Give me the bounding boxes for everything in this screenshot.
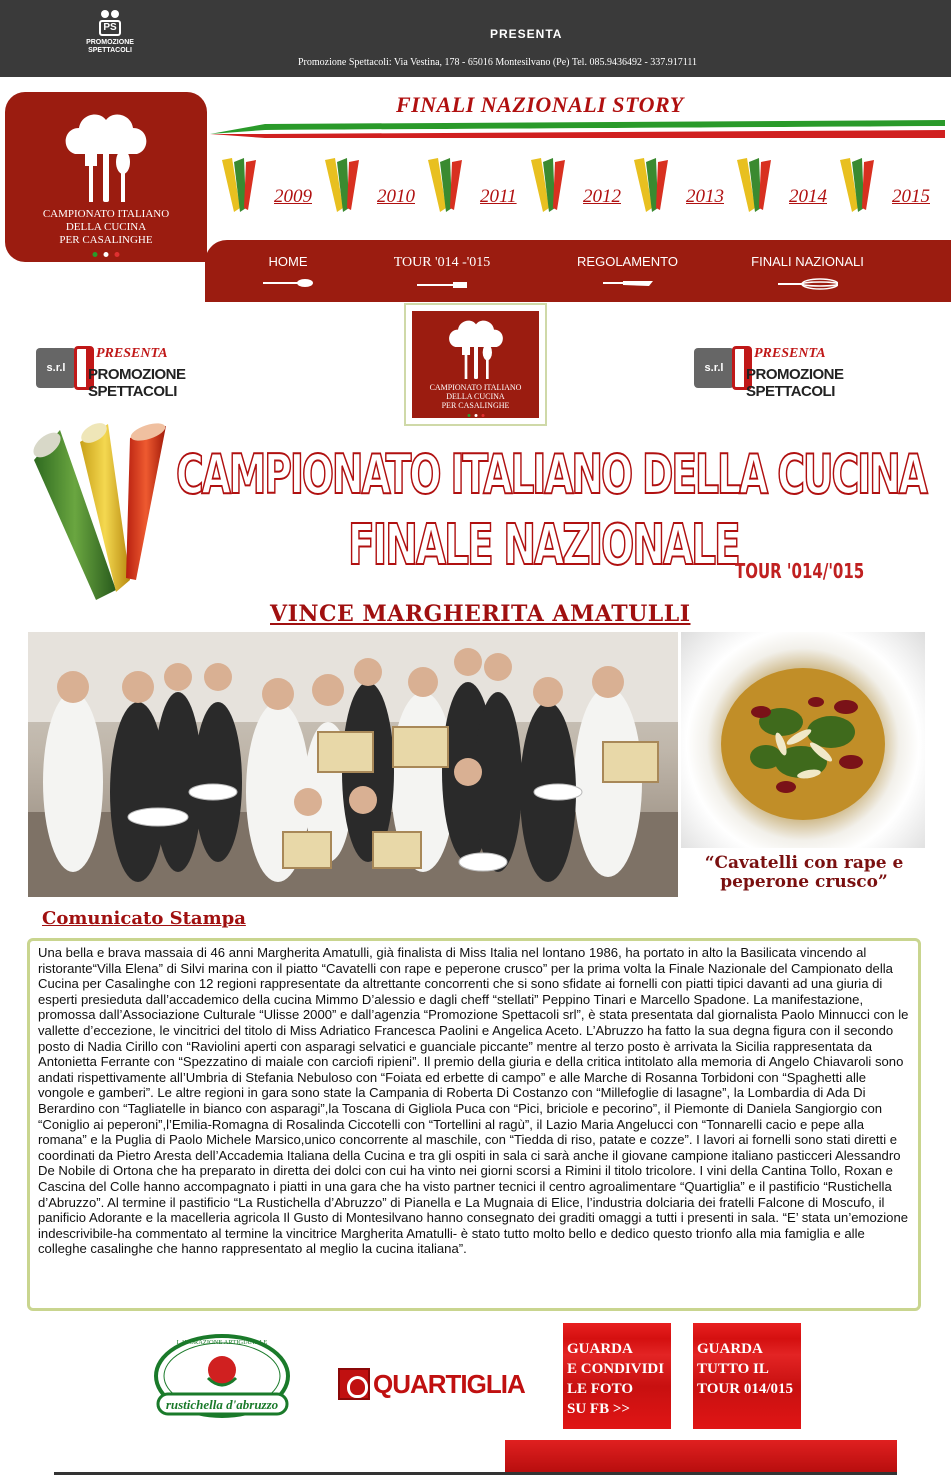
promozione-spettacoli-logo[interactable] — [70, 10, 150, 70]
penne-icon — [733, 156, 783, 214]
promozione-spettacoli-badge-right[interactable] — [694, 340, 914, 400]
winning-dish-photo — [681, 632, 925, 848]
nav-home-label: HOME — [268, 254, 308, 269]
penne-icon — [630, 156, 680, 214]
dish-caption: “Cavatelli con rape e peperone crusco” — [704, 853, 904, 892]
ps-badge: PS — [99, 20, 121, 36]
brand-line-2: DELLA CUCINA — [65, 221, 147, 233]
center-logo-inner — [412, 311, 539, 418]
penne-icon — [321, 156, 371, 214]
winner-headline: VINCE MARGHERITA AMATULLI — [270, 601, 691, 627]
center-brand-logo[interactable] — [404, 303, 547, 426]
whisk-icon — [778, 278, 838, 290]
badge-srl: s.r.l — [36, 348, 76, 388]
years-strip — [218, 150, 951, 220]
dish-illustration — [681, 632, 925, 848]
dot-green — [93, 252, 98, 257]
rustichella-logo[interactable] — [150, 1330, 295, 1425]
penne-icon — [527, 156, 577, 214]
year-label: 2014 — [789, 186, 827, 207]
camera-reels-icon — [101, 10, 119, 18]
tour-tag: TOUR '014/'015 — [735, 559, 865, 583]
badge-name: PROMOZIONE SPETTACOLI — [88, 366, 186, 400]
knife-icon — [603, 278, 653, 288]
address-line: Promozione Spettacoli: Via Vestina, 178 - 65016 Montesilvano (Pe) Tel. 085.9436492 - 337.917111 — [298, 57, 698, 68]
tour-button[interactable] — [693, 1323, 801, 1429]
year-label: 2013 — [686, 186, 724, 207]
badge-name: PROMOZIONE SPETTACOLI — [746, 366, 844, 400]
fb-photos-button[interactable] — [563, 1323, 671, 1429]
badge-presenta: PRESENTA — [96, 346, 168, 361]
rustichella-top-text: LAVORAZIONE ARTIGIANALE — [176, 1339, 268, 1346]
group-photo-illustration — [28, 632, 678, 897]
quartiglia-logo[interactable] — [338, 1366, 525, 1402]
brand-line-3: PER CASALINGHE — [441, 401, 510, 410]
year-link[interactable] — [218, 150, 321, 220]
penne-icon — [836, 156, 886, 214]
chef-hat-utensils-icon — [446, 317, 506, 381]
tour-button-line: GUARDA — [697, 1341, 763, 1357]
penne-pasta-illustration — [20, 420, 195, 605]
tour-button-line: TUTTO IL — [697, 1361, 769, 1377]
headline-line-2: FINALE NAZIONALE — [348, 513, 739, 578]
nav-finali-label: FINALI NAZIONALI — [751, 254, 864, 269]
year-link[interactable] — [836, 150, 939, 220]
penne-icon — [424, 156, 474, 214]
center-brand-text — [412, 383, 539, 410]
badge-presenta: PRESENTA — [754, 346, 826, 361]
spoon-icon — [263, 278, 313, 288]
nav-tour-label: TOUR '014 -'015 — [393, 255, 491, 270]
penne-icon — [218, 156, 268, 214]
chef-hat-utensils-icon — [61, 110, 151, 204]
year-link[interactable] — [527, 150, 630, 220]
year-link[interactable] — [733, 150, 836, 220]
brand-line-1: CAMPIONATO ITALIANO — [429, 383, 522, 392]
fb-button-line: E CONDIVIDI — [567, 1361, 665, 1377]
press-release-text: Una bella e brava massaia di 46 anni Margherita Amatulli, già finalista di Miss Italia nel lontano 1986, ha portato in alto la Basilicata vincendo al ristorante“Villa Elena” di Silvi marina con il piatto “Cavatelli con rape e peperone crusco” per la prima volta la Finale Nazionale del Campionato della Cucina per Casalinghe con 12 regioni rappresentate da altrettante concorrenti che si sono sfidate ai fornelli con piatti tipici davanti ad una giuria di esperti presieduta dall’accademico della cucina Mimmo D’alessio e dagli cheff “stellati” Peppino Tinari e Marcello Spadone. La manifestazione, promossa dall’Associazione Culturale “Ulisse 2000” e dall’agenzia “Promozione Spettacoli srl”, è stata presentata dal giornalista Paolo Minnucci con le vallette d’eccezione, le vincitrici del titolo di Miss Adriatico Francesca Paolini e Angelica Aceto. L’Abruzzo ha fatto la sua degna figura con il secondo posto di Nadia Cirillo con “Raviolini aperti con asparagi selvatici e guanciale piccante” mentre al terzo posto è arrivata la Sicilia rappresentata da Antonietta Ferrante con “Spezzatino di maiale con carciofi ripieni”. Il premio della giuria e della critica intitolato alla memoria di Angelo Chiavaroli sono andati rispettivamente all’Umbria di Stefania Nebuloso con “Foiata ed erbette di campo” e alle Marche di Rosanna Torbidoni con “Spaghetti alle vongole e gamberi”. Le altre regioni in gara sono state la Campania di Roberta Di Costanzo con “Millefoglie di lasagne”, la Lombardia di Ada Di Berardino con “Tagliatelle in bianco con asparagi”,la Toscana di Gigliola Puca con “Pici, briciole e pecorino”, il Piemonte di Daniela Sangiorgio con “Coniglio ai peperoni”,l’Emilia-Romagna di Rosalinda Ciccotelli con “Tortellini al ragù”, il Lazio Maria Angelucci con “Tonnarelli cacio e pepe alla romana” e la Puglia di Paolo Michele Marsico,unico concorrente al maschile, con “Tiedda di riso, patate e cozze”. I lavori ai fornelli sono stati diretti e coordinati da Pietro Aresta dell’Accademia Italiana della Cucina e tra gli ospiti in sala ci sarà anche il giovane campione italiano pasticceri Alessandro De Nobile di Ortona che ha preparato in diretta dei dolci con cui ha vinto nei giorni scorsi a Rimini il titolo tricolore. I vini della Cantina Tollo, Roxan e Cascina del Colle hanno accompagnato i piatti in una gara che ha visto partner tecnici il centro agroalimentare “Quartiglia” e il pastificio “Rustichella d’Abruzzo”. Al termine il pastificio “La Rustichella d’Abruzzo” di Pianella e La Mugnaia di Elice, l’industria dolciaria dei fratelli Falcone di Moscufo, il panificio Adorante e la macelleria agricola Il Gusto di Montesilvano hanno consegnato dei graditi omaggi a tutti i presenti in sala. “E’ stata un’emozione indescrivibile-ha commentato al termine la vincitrice Margherita Amatulli- è stato tutto molto bello e dedico questo trionfo alla mia famiglia e alle colleghe casalinghe che hanno rappresentato al meglio la cucina italiana”. — [38, 945, 909, 1257]
brand-line-1: CAMPIONATO ITALIANO — [42, 208, 170, 220]
brand-logo-box[interactable] — [5, 92, 207, 262]
apple-icon — [338, 1368, 370, 1400]
year-link[interactable] — [424, 150, 527, 220]
year-link[interactable] — [630, 150, 733, 220]
tricolor-dots — [93, 252, 120, 257]
nav-regolamento-label: REGOLAMENTO — [577, 254, 678, 269]
dot-red — [115, 252, 120, 257]
year-label: 2015 — [892, 186, 930, 207]
winners-group-photo — [28, 632, 678, 897]
main-nav — [205, 240, 951, 302]
dot-red — [481, 414, 484, 417]
year-label: 2012 — [583, 186, 621, 207]
brand-line-2: DELLA CUCINA — [446, 392, 505, 401]
press-release-heading: Comunicato Stampa — [42, 908, 246, 929]
fb-button-line: SU FB >> — [567, 1401, 630, 1417]
dot-white — [104, 252, 109, 257]
year-label: 2011 — [480, 186, 517, 207]
top-bar — [0, 0, 951, 77]
badge-srl: s.r.l — [694, 348, 734, 388]
presenta-label: PRESENTA — [490, 27, 563, 41]
fork-icon — [417, 280, 467, 290]
year-label: 2010 — [377, 186, 415, 207]
dot-green — [467, 414, 470, 417]
tricolor-swoosh-decoration — [205, 116, 951, 146]
nav-regolamento[interactable] — [570, 254, 685, 288]
nav-home[interactable] — [258, 254, 318, 288]
dot-white — [474, 414, 477, 417]
nav-tour[interactable] — [377, 254, 507, 290]
press-release-box — [27, 938, 921, 1311]
year-label: 2009 — [274, 186, 312, 207]
quartiglia-text: QUARTIGLIA — [373, 1368, 525, 1399]
brand-line-3: PER CASALINGHE — [59, 234, 153, 246]
bottom-red-band — [505, 1440, 897, 1475]
tour-button-line: TOUR 014/015 — [697, 1381, 793, 1397]
logo-text: PROMOZIONE SPETTACOLI — [86, 39, 134, 54]
fb-button-line: LE FOTO — [567, 1381, 633, 1397]
story-title: FINALI NAZIONALI STORY — [396, 92, 684, 117]
nav-finali[interactable] — [740, 254, 875, 290]
brand-text — [5, 208, 207, 247]
tricolor-dots — [467, 414, 484, 417]
fb-button-line: GUARDA — [567, 1341, 633, 1357]
year-link[interactable] — [321, 150, 424, 220]
promozione-spettacoli-badge-left[interactable] — [36, 340, 256, 400]
rustichella-name: rustichella d'abruzzo — [165, 1397, 279, 1412]
headline-line-1: CAMPIONATO ITALIANO DELLA CUCINA — [176, 443, 926, 506]
